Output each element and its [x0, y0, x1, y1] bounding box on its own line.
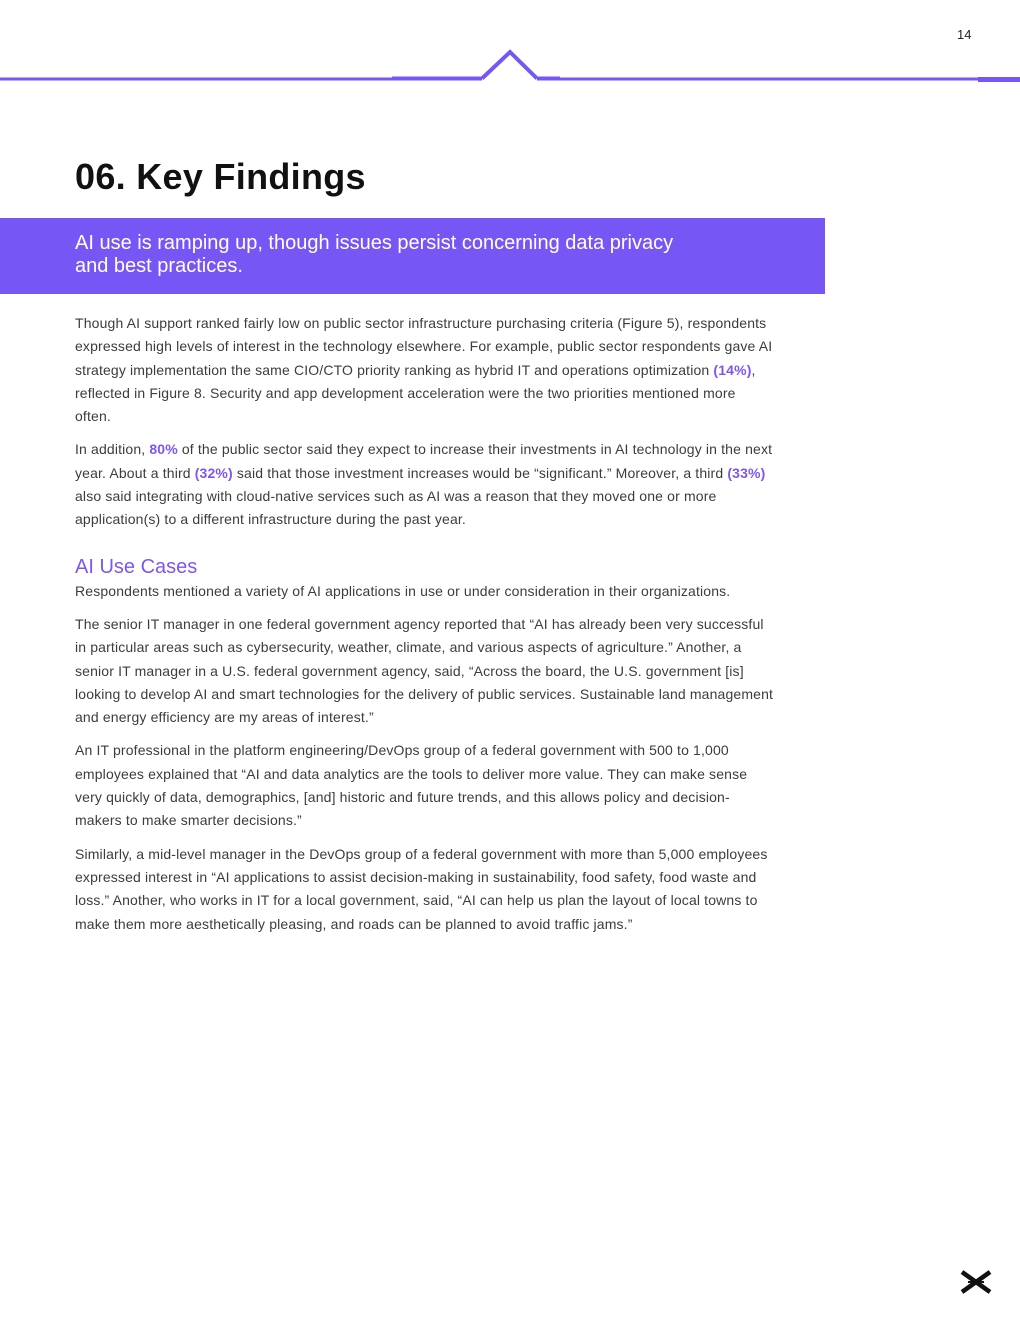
- paragraph-ai-priority: [75, 312, 775, 428]
- page-title: 06. Key Findings: [75, 156, 366, 197]
- stat-highlight: (14%): [713, 361, 752, 378]
- page-number: 14: [957, 27, 972, 42]
- text-span: In addition,: [75, 441, 150, 458]
- paragraph-use-cases-intro: Respondents mentioned a variety of AI applications in use or under consideration in their organizations.: [75, 582, 731, 599]
- text-span: Though AI support ranked fairly low on public sector infrastructure purchasing criteria (Figure 5), respondents expressed high levels of interest in the technology elsewhere. For example, public sector respondents gave AI strategy implementation the same CIO/CTO priority ranking as hybrid IT and operations optimization: [75, 315, 773, 378]
- section-heading-ai-use-cases: AI Use Cases: [75, 555, 198, 578]
- text-span: also said integrating with cloud-native services such as AI was a reason that they moved one or more application(s) to a different infrastructure during the past year.: [75, 488, 717, 528]
- stat-highlight: 80%: [149, 441, 178, 458]
- stat-highlight: (33%): [727, 464, 766, 481]
- header-rule-chevron: [0, 44, 1020, 88]
- x-logo-icon: [960, 1270, 992, 1294]
- paragraph-devops-quote: An IT professional in the platform engineering/DevOps group of a federal government with 500 to 1,000 employees explained that “AI and data analytics are the tools to deliver more value. They can make sense very quickly of data, demographics, [and] historic and future trends, and this allows policy and decision-makers to make smarter decisions.”: [75, 742, 748, 829]
- paragraph-federal-quote: The senior IT manager in one federal government agency reported that “AI has already been very successful in particular areas such as cybersecurity, weather, climate, and various aspects of agriculture.” Another, a senior IT manager in a U.S. federal government agency, said, “Across the board, the U.S. government [is] looking to develop AI and smart technologies for the delivery of public services. Sustainable land management and energy efficiency are my areas of interest.”: [75, 615, 774, 726]
- main-content: [75, 312, 775, 946]
- banner-text: AI use is ramping up, though issues persist concerning data privacy and best practices.: [75, 232, 674, 277]
- text-span: said that those investment increases would be “significant.” Moreover, a third: [232, 464, 728, 481]
- paragraph-local-government-quote: Similarly, a mid-level manager in the DevOps group of a federal government with more than 5,000 employees expressed interest in “AI applications to assist decision-making in sustainability, food safety, food waste and loss.” Another, who works in IT for a local government, said, “AI can help us plan the layout of local towns to make them more aesthetically pleasing, and roads can be planned to avoid traffic jams.”: [75, 845, 768, 932]
- text-span: , reflected in Figure 8. Security and app development acceleration were the two priorities mentioned more often.: [75, 361, 756, 425]
- key-finding-banner: [0, 218, 825, 294]
- paragraph-ai-investment: [75, 438, 775, 531]
- stat-highlight: (32%): [194, 464, 233, 481]
- text-span: of the public sector said they expect to increase their investments in AI technology in the next year. About a third: [75, 441, 773, 481]
